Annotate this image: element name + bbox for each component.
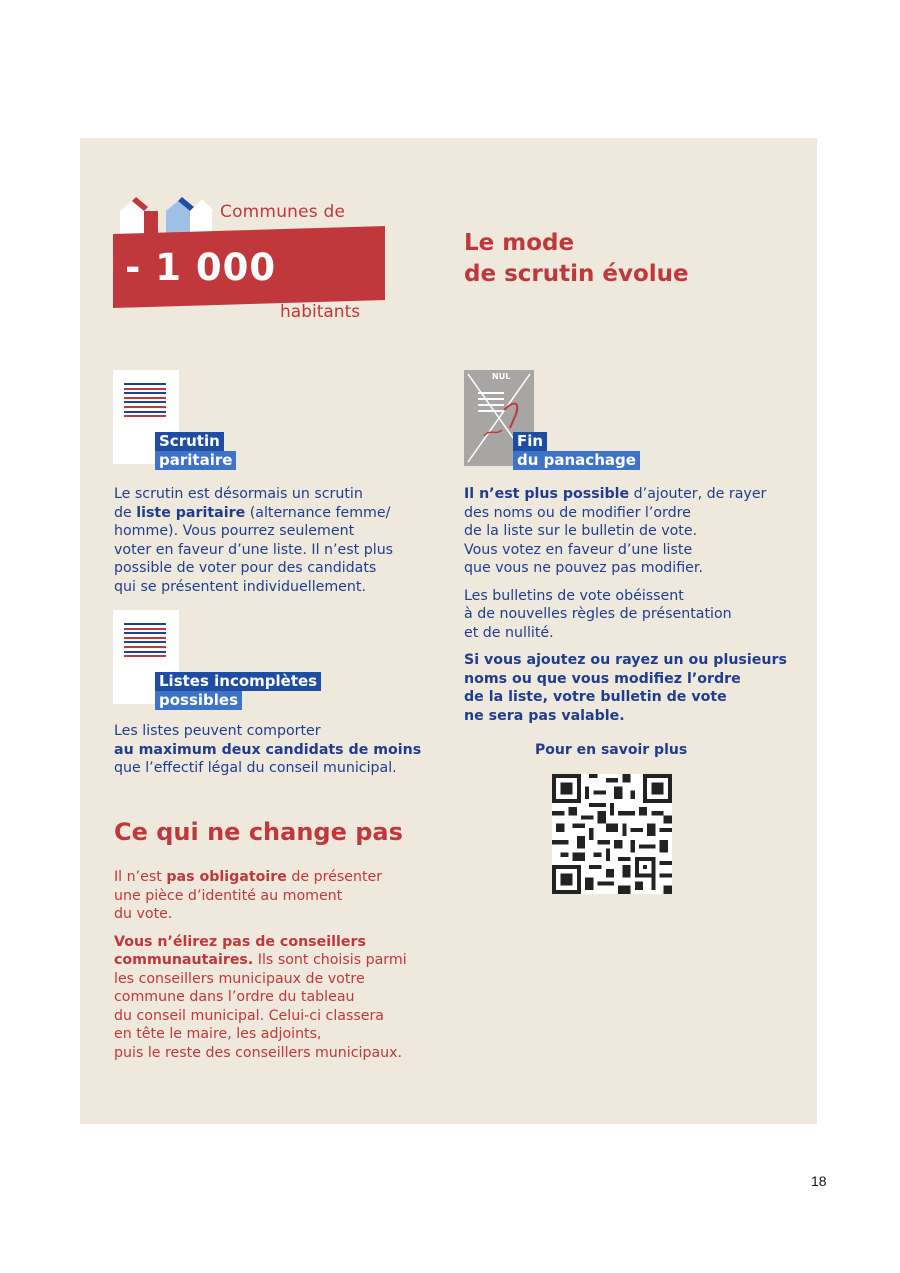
badge-bottom-text: habitants xyxy=(280,302,361,322)
scrutin-paritaire-label: Scrutin paritaire xyxy=(155,432,236,470)
content-panel xyxy=(80,138,817,1124)
page-number: 18 xyxy=(811,1173,827,1189)
qr-label: Pour en savoir plus xyxy=(535,742,688,758)
no-change-title: Ce qui ne change pas xyxy=(114,818,403,846)
scrutin-paritaire-text: Le scrutin est désormais un scrutin de liste paritaire (alternance femme/ homme). Vous pourrez seulement voter en faveur d’une liste. Il n’est plus possible de voter pour des candidats qui se présentent individuellement. xyxy=(114,486,394,595)
null-ballot-tag: NUL xyxy=(492,372,511,381)
fin-panachage-text: Il n’est plus possible d’ajouter, de rayer des noms ou de modifier l’ordre de la liste sur le bulletin de vote. Vous votez en faveur d’une liste que vous ne pouvez pas modifier. Les bulletins de vote obéissent à de nouvelles règles de présentation et de nullité. Si vous ajoutez ou rayez un ou plusieurs noms ou que vous modifiez l’ordre de la liste, votre bulletin de vote ne sera pas valable. xyxy=(464,486,787,724)
qr-code[interactable] xyxy=(552,774,672,894)
main-title: Le mode de scrutin évolue xyxy=(464,230,689,287)
listes-incompletes-label: Listes incomplètes possibles xyxy=(155,672,321,710)
no-change-text: Il n’est pas obligatoire de présenter une pièce d’identité au moment du vote. Vous n’élirez pas de conseillers communautaires. Ils sont choisis parmi les conseillers municipaux de votre commune dans l’ordre du tableau du conseil municipal. Celui-ci classera en tête le maire, les adjoints, puis le reste des conseillers municipaux. xyxy=(114,869,407,1061)
badge-top-text: Communes de xyxy=(220,202,346,222)
badge-number: - 1 000 xyxy=(125,246,277,289)
listes-incompletes-text: Les listes peuvent comporter au maximum deux candidats de moins que l’effectif légal du conseil municipal. xyxy=(114,723,422,776)
fin-panachage-label: Fin du panachage xyxy=(513,432,640,470)
